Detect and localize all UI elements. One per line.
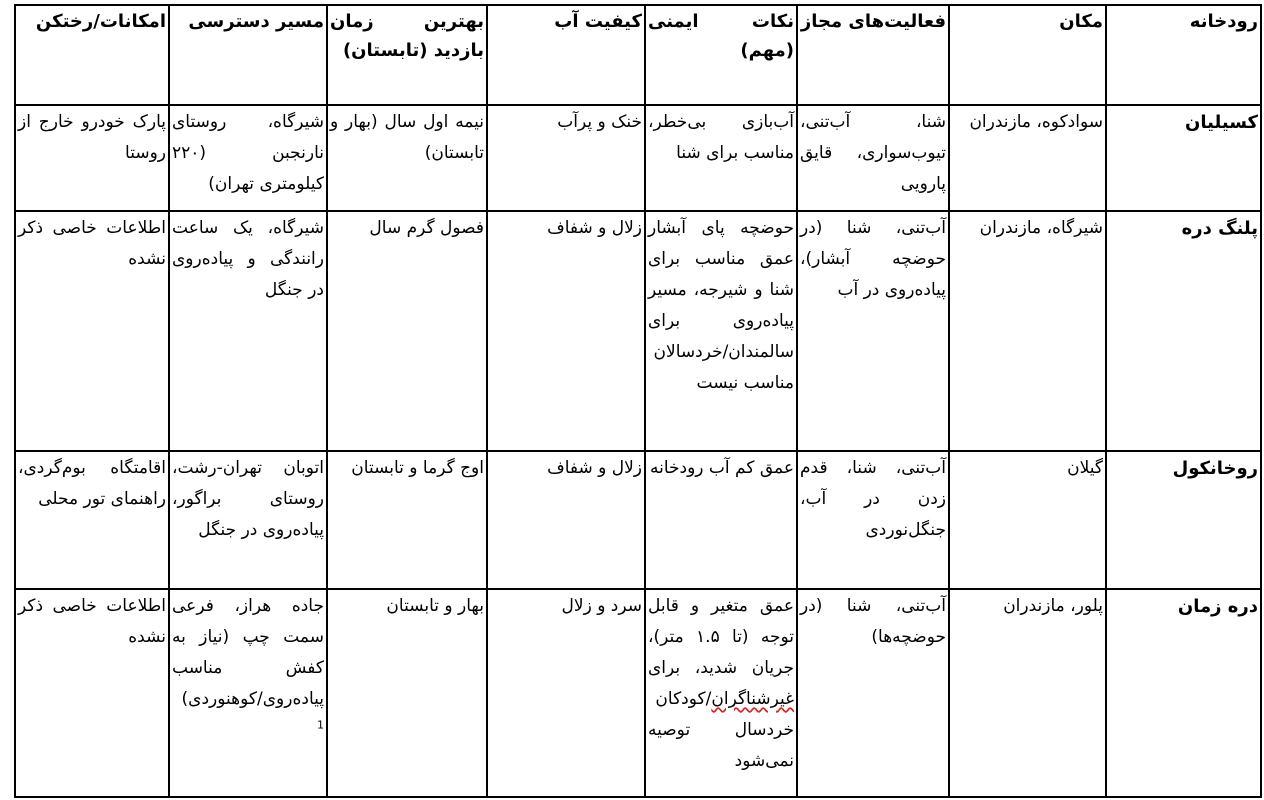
header-facilities: امکانات/رختکن [15,5,169,105]
cell-location: پلور، مازندران [949,589,1106,797]
cell-best-time: نیمه اول سال (بهار و تابستان) [327,105,487,211]
cell-water-quality: خنک و پرآب [487,105,645,211]
table-row [15,105,1261,211]
cell-safety: آب‌بازی بی‌خطر، مناسب برای شنا [645,105,797,211]
cell-best-time: فصول گرم سال [327,211,487,451]
cell-access: شیرگاه، روستای نارنجبن (۲۲۰ کیلومتری تهران) [169,105,327,211]
cell-best-time: اوج گرما و تابستان [327,451,487,589]
cell-activities: شنا، آب‌تنی، تیوب‌سواری، قایق پارویی [797,105,949,211]
cell-location: گیلان [949,451,1106,589]
cell-facilities: اطلاعات خاصی ذکر نشده [15,211,169,451]
footnote-reference[interactable]: 1 [317,718,324,732]
cell-safety: حوضچه پای آبشار عمق مناسب برای شنا و شیرجه، مسیر پیاده‌روی برای سالمندان/خردسالان مناسب نیست [645,211,797,451]
spellcheck-marked-word: غیرشناگران [711,689,794,709]
header-safety: نکات ایمنی (مهم) [645,5,797,105]
header-access: مسیر دسترسی [169,5,327,105]
header-river: رودخانه [1106,5,1261,105]
header-water-quality: کیفیت آب [487,5,645,105]
header-activities: فعالیت‌های مجاز [797,5,949,105]
cell-best-time: بهار و تابستان [327,589,487,797]
cell-location: شیرگاه، مازندران [949,211,1106,451]
cell-water-quality: زلال و شفاف [487,211,645,451]
cell-river: کسیلیان [1106,105,1261,211]
safety-text-start: عمق متغیر و قابل توجه (تا ۱.۵ متر)، جریان شدید، برای [648,596,794,678]
cell-activities: آب‌تنی، شنا، قدم زدن در آب، جنگل‌نوردی [797,451,949,589]
rivers-table [14,4,1262,798]
cell-water-quality: سرد و زلال [487,589,645,797]
safety-text-end: /کودکان خردسال توصیه نمی‌شود [648,689,794,771]
cell-water-quality: زلال و شفاف [487,451,645,589]
access-text: جاده هراز، فرعی سمت چپ (نیاز به کفش مناسب پیاده‌روی/کوهنوردی) [172,596,324,709]
cell-facilities: اطلاعات خاصی ذکر نشده [15,589,169,797]
header-row [15,5,1261,105]
cell-facilities: اقامتگاه بوم‌گردی، راهنمای تور محلی [15,451,169,589]
cell-river: پلنگ دره [1106,211,1261,451]
cell-location: سوادکوه، مازندران [949,105,1106,211]
table-row [15,451,1261,589]
cell-access [169,589,327,797]
cell-safety [645,589,797,797]
cell-river: روخانکول [1106,451,1261,589]
cell-access: اتوبان تهران-رشت، روستای براگور، پیاده‌روی در جنگل [169,451,327,589]
cell-facilities: پارک خودرو خارج از روستا [15,105,169,211]
cell-activities: آب‌تنی، شنا (در حوضچه آبشار)، پیاده‌روی در آب [797,211,949,451]
cell-safety: عمق کم آب رودخانه [645,451,797,589]
cell-activities: آب‌تنی، شنا (در حوضچه‌ها) [797,589,949,797]
header-location: مکان [949,5,1106,105]
cell-access: شیرگاه، یک ساعت رانندگی و پیاده‌روی در جنگل [169,211,327,451]
table-row [15,211,1261,451]
table-row [15,589,1261,797]
header-best-time: بهترین زمان بازدید (تابستان) [327,5,487,105]
cell-river: دره زمان [1106,589,1261,797]
